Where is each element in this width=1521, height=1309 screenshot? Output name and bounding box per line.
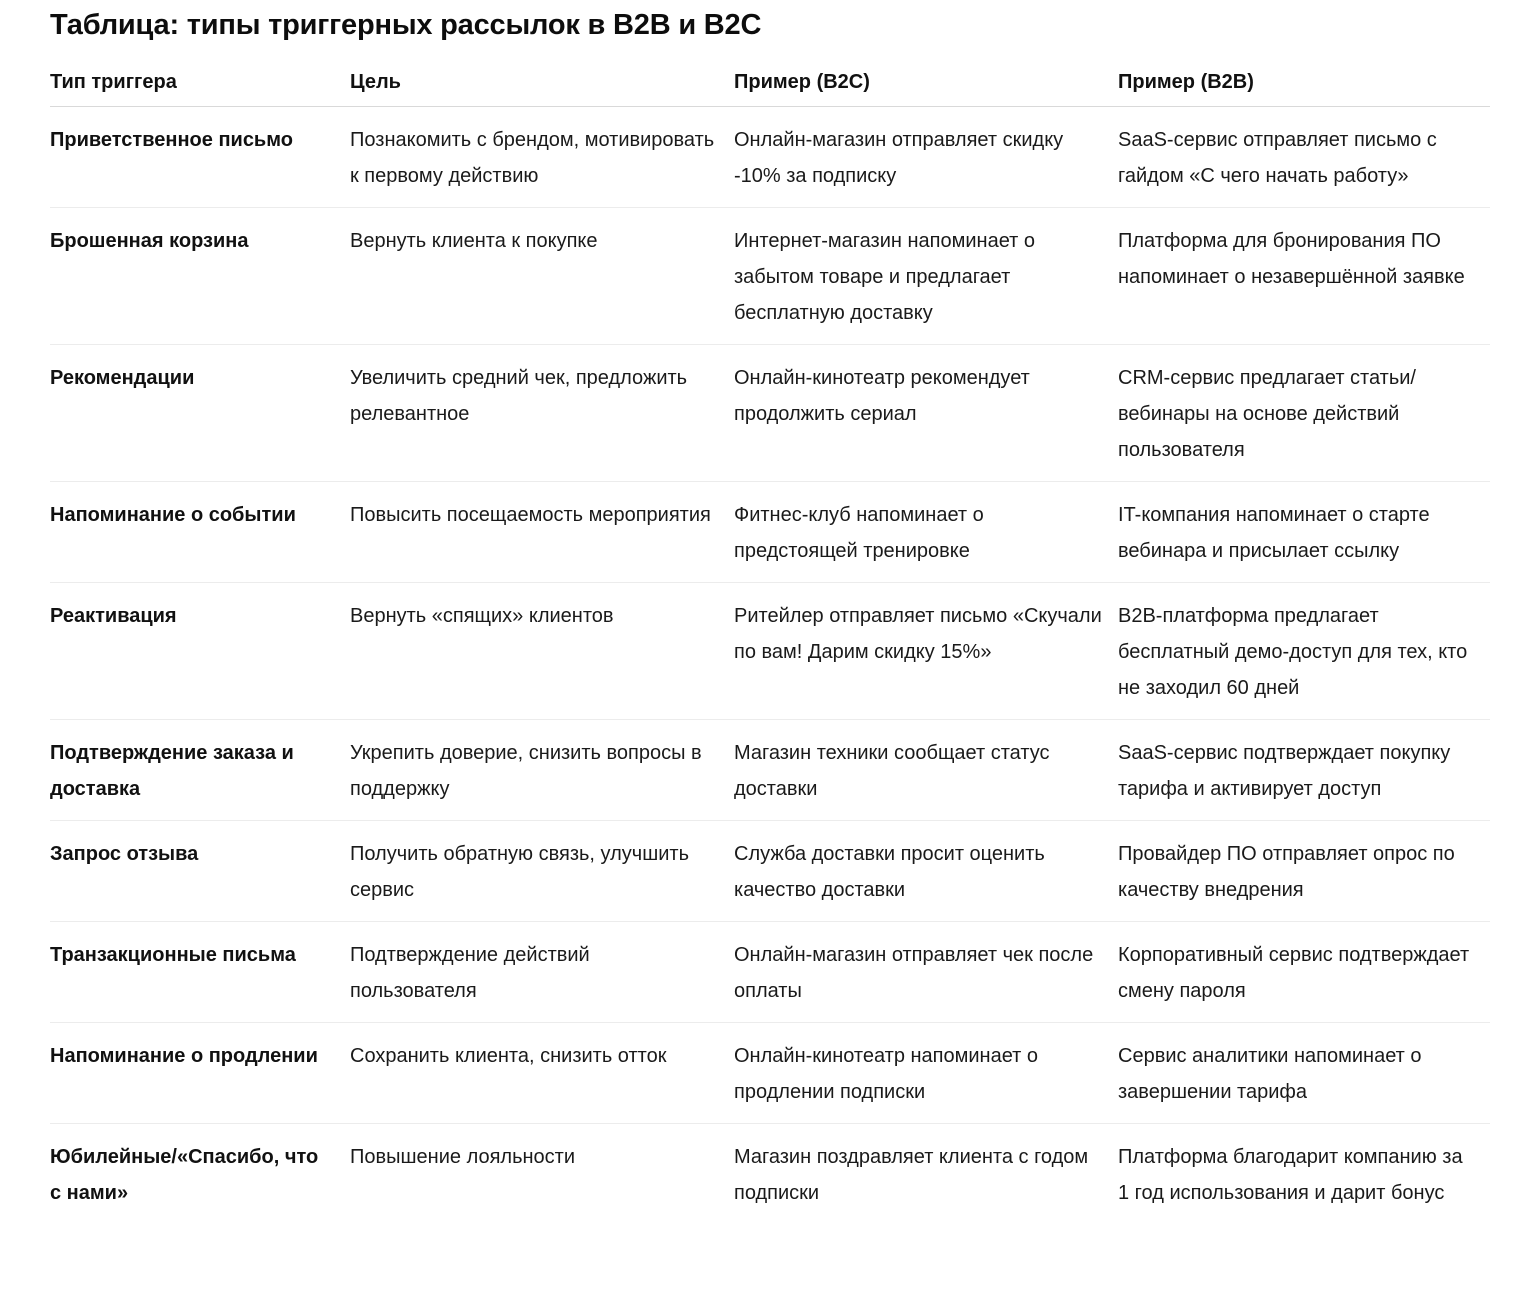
cell-trigger-type: Рекомендации <box>50 345 350 482</box>
table-row <box>50 1124 1490 1225</box>
cell-example-b2b: Провайдер ПО отправляет опрос по качеству внедрения <box>1118 821 1490 922</box>
cell-goal: Укрепить доверие, снизить вопросы в поддержку <box>350 720 734 821</box>
cell-example-b2c: Онлайн-магазин отправляет скидку -10% за подписку <box>734 107 1118 208</box>
header-goal: Цель <box>350 50 734 107</box>
cell-example-b2b: SaaS-сервис отправляет письмо с гайдом «С чего начать работу» <box>1118 107 1490 208</box>
table-row <box>50 208 1490 345</box>
table-header <box>50 50 1490 107</box>
table-title: Таблица: типы триггерных рассылок в B2B и B2C <box>50 9 762 41</box>
trigger-types-table <box>50 50 1490 1224</box>
cell-trigger-type: Реактивация <box>50 583 350 720</box>
table-row <box>50 107 1490 208</box>
table-row <box>50 583 1490 720</box>
table-row <box>50 1023 1490 1124</box>
cell-example-b2b: CRM-сервис предлагает статьи/вебинары на основе действий пользователя <box>1118 345 1490 482</box>
cell-goal: Вернуть клиента к покупке <box>350 208 734 345</box>
cell-example-b2b: Платформа для бронирования ПО напоминает о незавершённой заявке <box>1118 208 1490 345</box>
table-row <box>50 482 1490 583</box>
cell-goal: Вернуть «спящих» клиентов <box>350 583 734 720</box>
table-row <box>50 720 1490 821</box>
cell-goal: Сохранить клиента, снизить отток <box>350 1023 734 1124</box>
cell-trigger-type: Запрос отзыва <box>50 821 350 922</box>
cell-example-b2b: Сервис аналитики напоминает о завершении тарифа <box>1118 1023 1490 1124</box>
table-body <box>50 107 1490 1225</box>
header-example-b2c: Пример (B2C) <box>734 50 1118 107</box>
cell-trigger-type: Напоминание о событии <box>50 482 350 583</box>
cell-example-b2c: Магазин поздравляет клиента с годом подписки <box>734 1146 1089 1204</box>
cell-example-b2b: B2B-платформа предлагает бесплатный демо-доступ для тех, кто не заходил 60 дней <box>1118 583 1490 720</box>
cell-goal: Увеличить средний чек, предложить релевантное <box>350 345 734 482</box>
cell-example-b2c: Фитнес-клуб напоминает о предстоящей тренировке <box>734 482 1118 583</box>
cell-example-b2b: Корпоративный сервис подтверждает смену пароля <box>1118 922 1490 1023</box>
cell-example-b2c: Служба доставки просит оценить качество доставки <box>734 821 1118 922</box>
cell-trigger-type: Приветственное письмо <box>50 107 350 208</box>
cell-trigger-type: Транзакционные письма <box>50 922 350 1023</box>
cell-goal: Получить обратную связь, улучшить сервис <box>350 821 734 922</box>
table-row <box>50 922 1490 1023</box>
table-row <box>50 821 1490 922</box>
cell-example-b2b: SaaS-сервис подтверждает покупку тарифа и активирует доступ <box>1118 720 1490 821</box>
cell-example-b2c: Интернет-магазин напоминает о забытом товаре и предлагает бесплатную доставку <box>734 208 1118 345</box>
table-row <box>50 345 1490 482</box>
header-trigger-type: Тип триггера <box>50 50 350 107</box>
cell-example-b2c: Ритейлер отправляет письмо «Скучали по вам! Дарим скидку 15%» <box>734 583 1118 720</box>
header-row <box>50 50 1490 107</box>
cell-trigger-type: Юбилейные/«Спасибо, что с нами» <box>50 1146 319 1204</box>
cell-goal: Повышение лояльности <box>350 1146 575 1168</box>
cell-goal: Повысить посещаемость мероприятия <box>350 482 734 583</box>
cell-trigger-type: Брошенная корзина <box>50 208 350 345</box>
cell-example-b2b: IT-компания напоминает о старте вебинара и присылает ссылку <box>1118 482 1490 583</box>
cell-example-b2c: Онлайн-магазин отправляет чек после оплаты <box>734 922 1118 1023</box>
cell-example-b2c: Магазин техники сообщает статус доставки <box>734 720 1118 821</box>
cell-goal: Познакомить с брендом, мотивировать к первому действию <box>350 107 734 208</box>
cell-example-b2c: Онлайн-кинотеатр напоминает о продлении подписки <box>734 1023 1118 1124</box>
cell-example-b2b: Платформа благодарит компанию за 1 год использования и дарит бонус <box>1118 1146 1463 1204</box>
cell-goal: Подтверждение действий пользователя <box>350 922 734 1023</box>
header-example-b2b: Пример (B2B) <box>1118 50 1490 107</box>
cell-example-b2c: Онлайн-кинотеатр рекомендует продолжить сериал <box>734 345 1118 482</box>
cell-trigger-type: Напоминание о продлении <box>50 1023 350 1124</box>
cell-trigger-type: Подтверждение заказа и доставка <box>50 720 350 821</box>
